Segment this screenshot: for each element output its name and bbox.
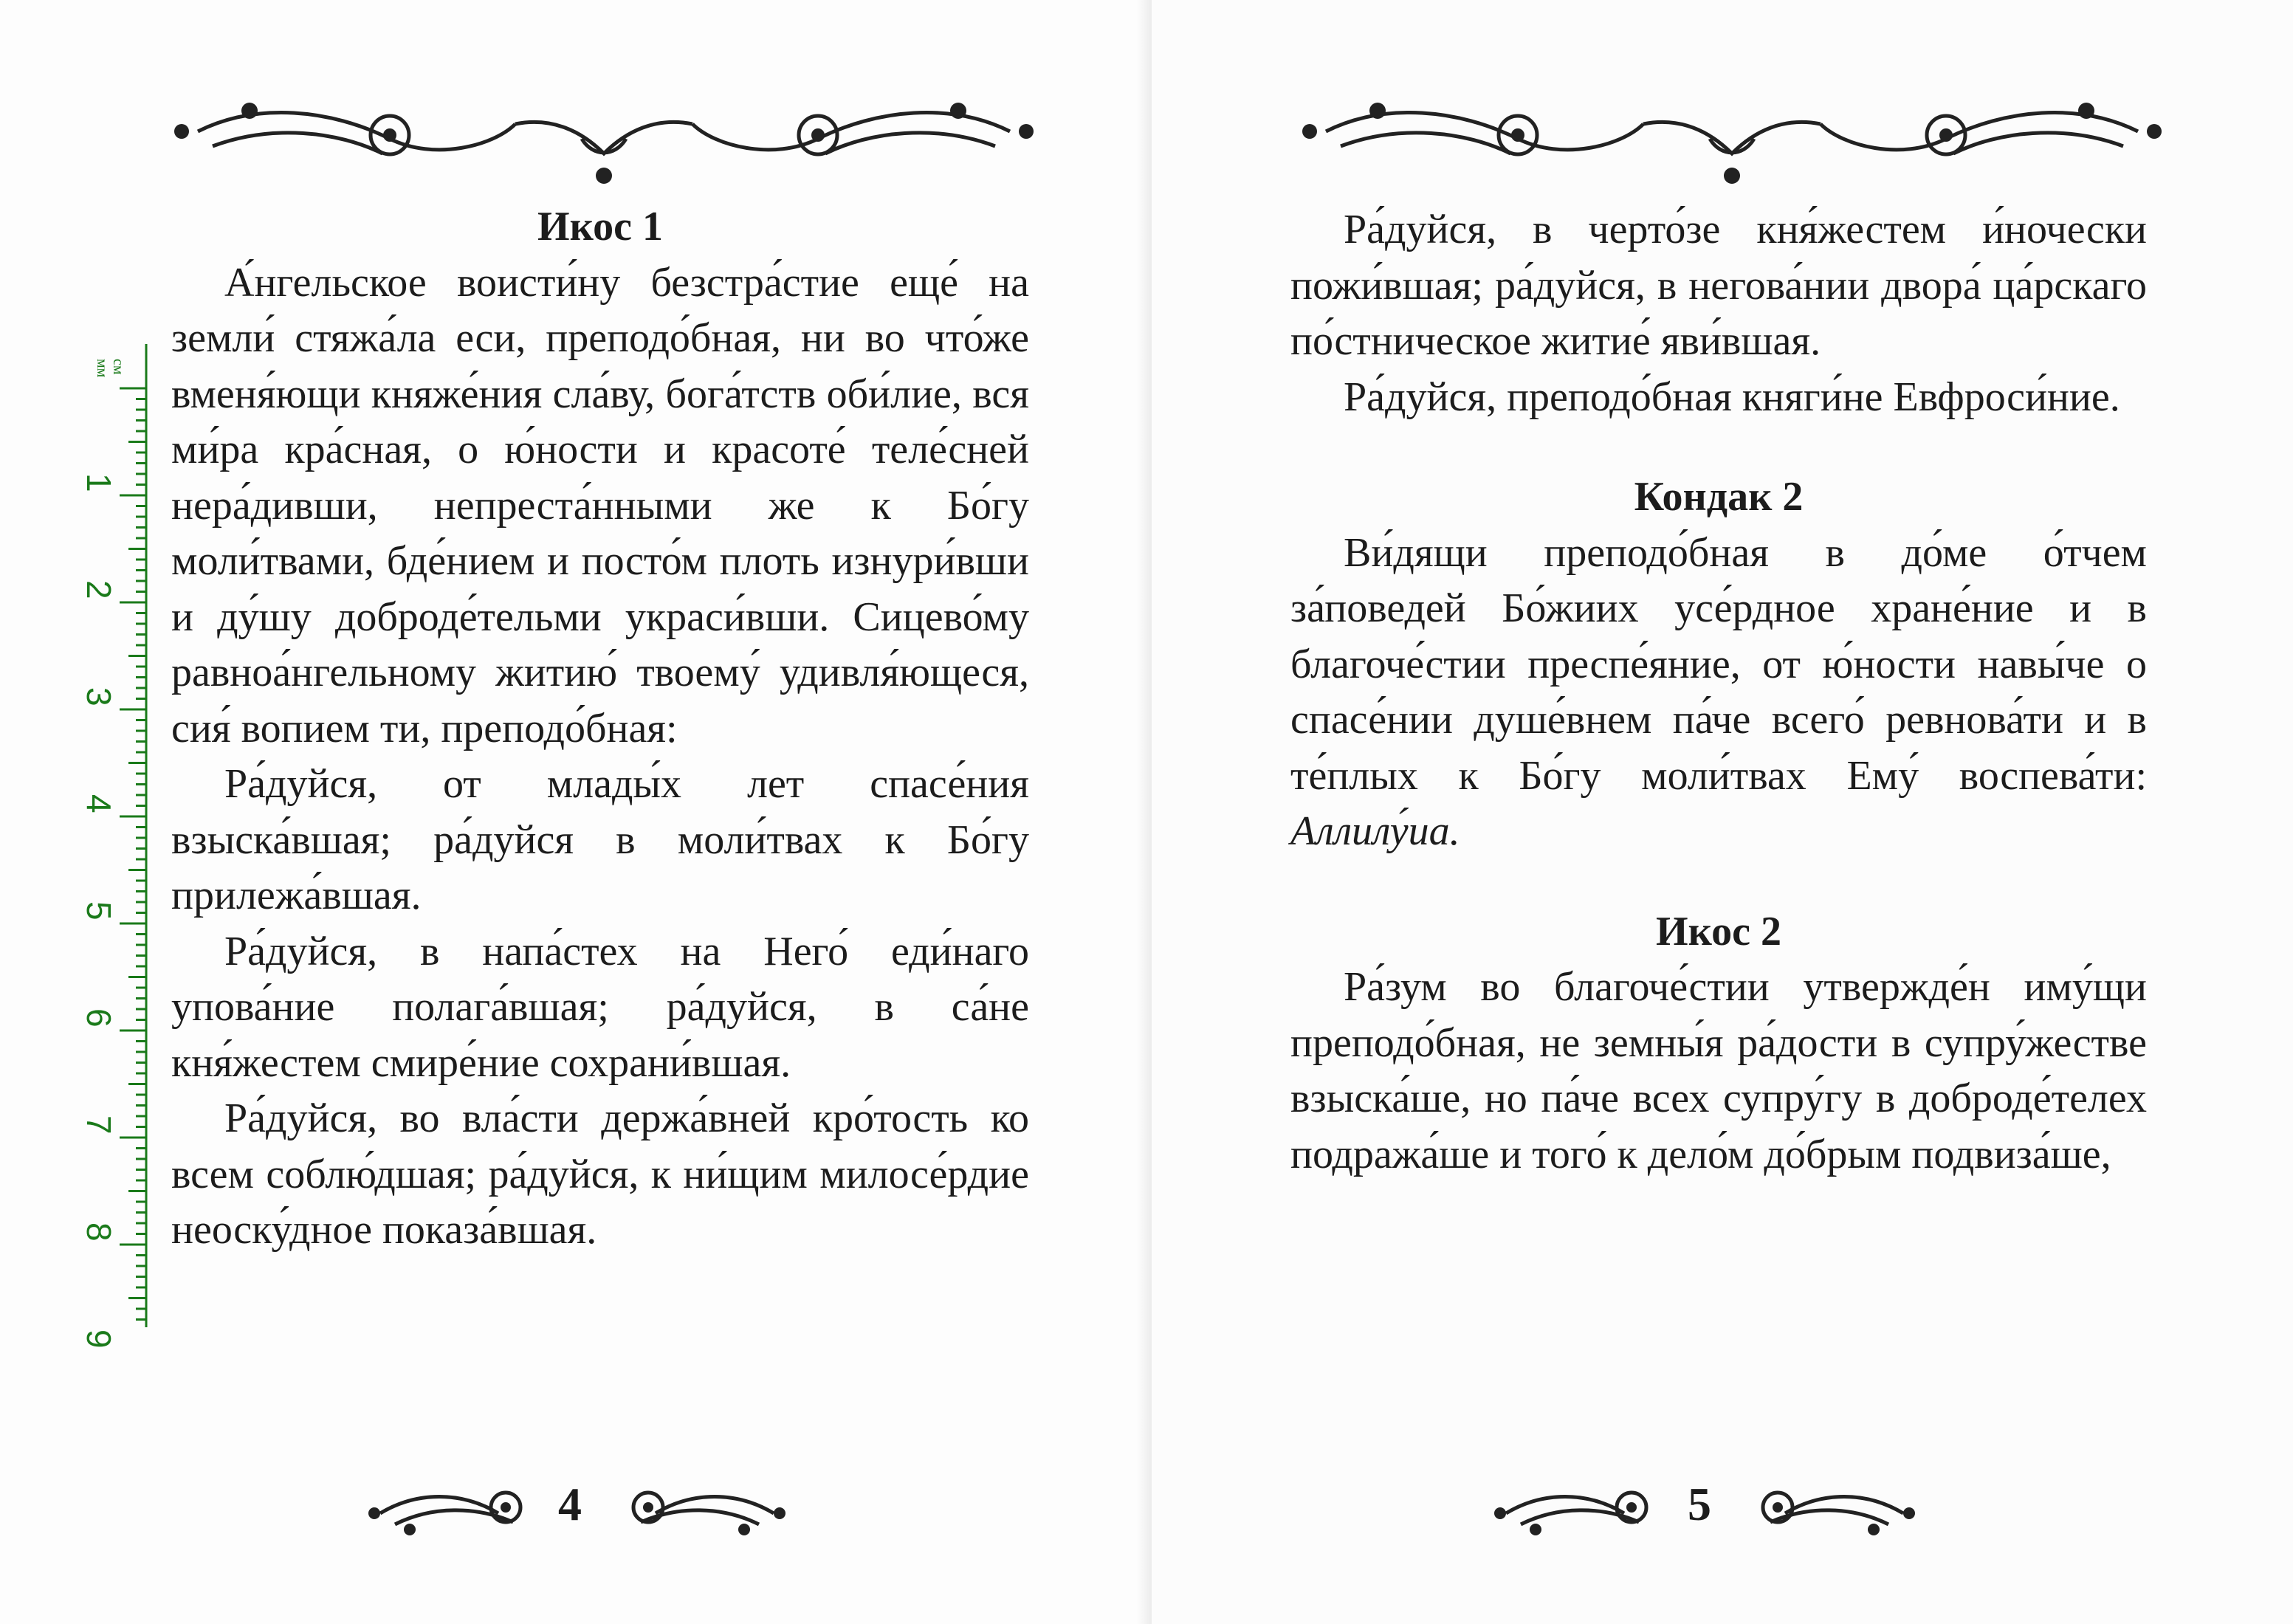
measurement-ruler bbox=[80, 344, 155, 1349]
ikos-2-text: Ра́зум во благоче́стии утвержде́н иму́щи преподо́бная, не земны́я ра́дости в супру́жестве взыска́ше, но па́че всех супру́гу в доброде́телех подража́ше и того́ к дело́м до́брым подвиза́ше, bbox=[1290, 964, 2147, 1177]
ruler-label: 4 bbox=[80, 794, 118, 813]
ikos-2-heading: Икос 2 bbox=[1656, 908, 1781, 954]
ikos-1-heading: Икос 1 bbox=[537, 204, 663, 250]
ruler-label: 2 bbox=[80, 580, 118, 599]
rejoice-verse-3: Ра́дуйся, во вла́сти держа́вней кро́тость ко всем соблю́дшая; ра́дуйся, к ни́щим милосе́рдие неоску́дное показа́вшая. bbox=[171, 1095, 1029, 1253]
ruler-label: 1 bbox=[80, 473, 118, 492]
bottom-ornament-right-b bbox=[1748, 1476, 1918, 1543]
kondak-2-heading: Кондак 2 bbox=[1634, 474, 1804, 520]
page-number-5: 5 bbox=[1688, 1478, 1711, 1530]
right-text-block bbox=[1290, 202, 2147, 1183]
rejoice-verse-5: Ра́дуйся, преподо́бная княги́не Евфроси́ние. bbox=[1344, 374, 2120, 420]
top-ornament-right bbox=[1296, 94, 2167, 190]
top-ornament-left bbox=[168, 94, 1039, 190]
kondak-2-text bbox=[1290, 526, 2147, 860]
ruler-label: 6 bbox=[80, 1008, 118, 1028]
ruler-label: 3 bbox=[80, 687, 118, 706]
alleluia-refrain: Аллилу́иа. bbox=[1290, 808, 1460, 854]
bottom-ornament-right-a bbox=[1491, 1476, 1661, 1543]
ruler-unit-cm: см bbox=[110, 359, 126, 375]
bottom-ornament-left-a bbox=[365, 1476, 535, 1543]
kondak-2-body: Ви́дящи преподо́бная в до́ме о́тчем за́поведей Бо́жиих усе́рдное хране́ние и в благоче́стии преспе́яние, от ю́ности навы́че о спасе́нии душе́внем па́че всего́ ревнова́ти и в те́плых к Бо́гу моли́твах Ему́ воспева́ти: bbox=[1290, 529, 2147, 799]
rejoice-verse-4: Ра́дуйся, в черто́зе кня́жестем и́ночески пожи́вшая; ра́дуйся, в негова́нии двора́ ца́рскаго по́стническое житие́ яви́вшая. bbox=[1290, 207, 2147, 364]
bottom-ornament-left-b bbox=[619, 1476, 788, 1543]
page-number-4: 4 bbox=[558, 1478, 582, 1530]
ruler-label: 8 bbox=[80, 1222, 118, 1242]
left-text-block bbox=[171, 199, 1029, 1259]
ruler-label: 5 bbox=[80, 901, 118, 921]
rejoice-verse-1: Ра́дуйся, от млады́х лет спасе́ния взыска́вшая; ра́дуйся в моли́твах к Бо́гу прилежа́вшая. bbox=[171, 761, 1029, 918]
ikos-1-text: А́нгельское воисти́ну безстра́стие еще́ на земли́ стяжа́ла еси, преподо́бная, ни во что́же вменя́ющи княже́ния сла́ву, бога́тств оби́лие, вся ми́ра кра́сная, о ю́ности и красоте́ теле́сней нера́дивши, непреста́нными же к Бо́гу моли́твами, бде́нием и посто́м плоть изнури́вши и ду́шу доброде́тельми украси́вши. Сицево́му равноа́нгельному житию́ твоему́ удивля́ющеся, сия́ вопием ти, преподо́бная: bbox=[171, 259, 1029, 751]
right-page bbox=[1152, 0, 2293, 1624]
ruler-unit-mm: мм bbox=[94, 359, 110, 378]
rejoice-verse-2: Ра́дуйся, в напа́стех на Него́ еди́наго упова́ние полага́вшая; ра́дуйся, в са́не кня́жестем смире́ние сохрани́вшая. bbox=[171, 928, 1029, 1086]
ruler-label: 9 bbox=[80, 1329, 118, 1349]
ruler-label: 7 bbox=[80, 1115, 118, 1135]
